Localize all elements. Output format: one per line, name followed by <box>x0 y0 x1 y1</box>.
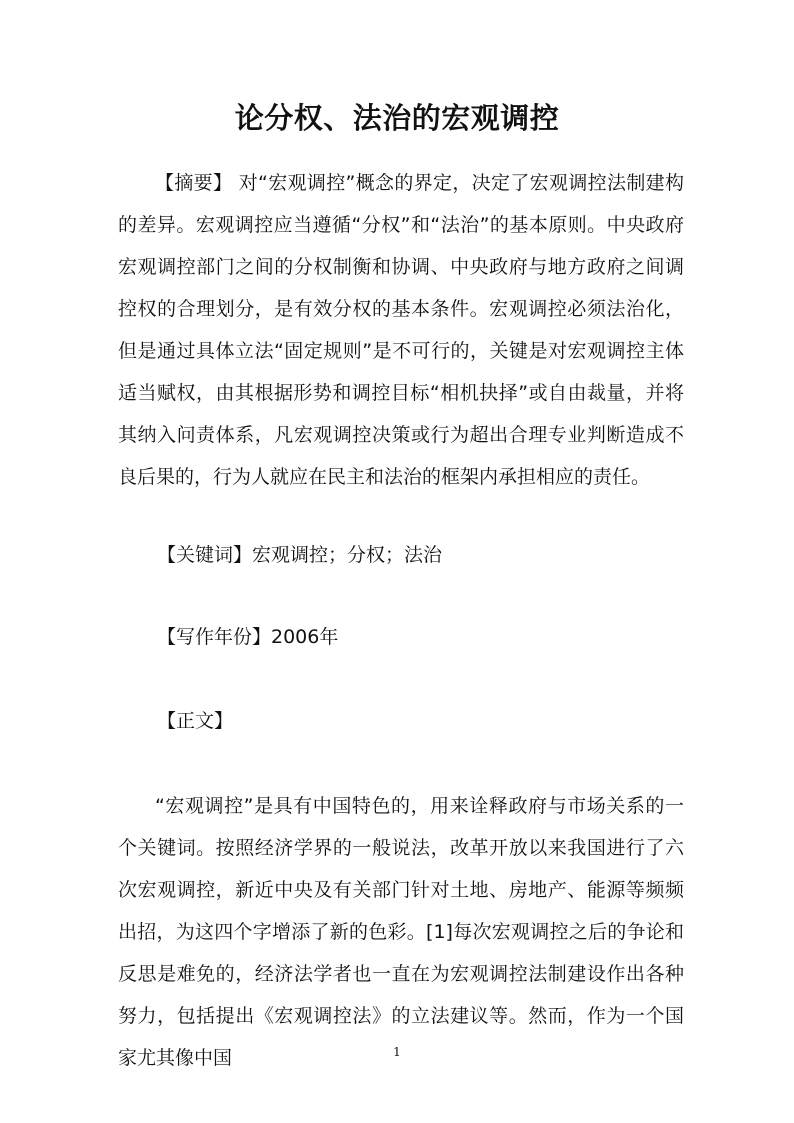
body-paragraph: “宏观调控”是具有中国特色的，用来诠释政府与市场关系的一个关键词。按照经济学界的一般说法，改革开放以来我国进行了六次宏观调控，新近中央及有关部门针对土地、房地产、能源等频频出招，为这四个字增添了新的色彩。[1]每次宏观调控之后的争论和反思是难免的，经济法学者也一直在为宏观调控法制建设作出各种努力，包括提出《宏观调控法》的立法建议等。然而，作为一个国家尤其像中国 <box>118 795 684 1069</box>
page-number: 1 <box>393 1045 401 1059</box>
document-title: 论分权、法治的宏观调控 <box>234 101 560 135</box>
abstract-paragraph: 【摘要】 对“宏观调控”概念的界定，决定了宏观调控法制建构的差异。宏观调控应当遵循“分权”和“法治”的基本原则。中央政府宏观调控部门之间的分权制衡和协调、中央政府与地方政府之间调控权的合理划分，是有效分权的基本条件。宏观调控必须法治化，但是通过具体立法“固定规则”是不可行的，关键是对宏观调控主体适当赋权，由其根据形势和调控目标“相机抉择”或自由裁量，并将其纳入问责体系，凡宏观调控决策或行为超出合理专业判断造成不良后果的，行为人就应在民主和法治的框架内承担相应的责任。 <box>118 172 684 488</box>
keywords-line: 【关键词】宏观调控；分权；法治 <box>157 544 443 566</box>
writing-year-line: 【写作年份】2006年 <box>157 626 339 648</box>
main-text-heading: 【正文】 <box>157 710 234 732</box>
